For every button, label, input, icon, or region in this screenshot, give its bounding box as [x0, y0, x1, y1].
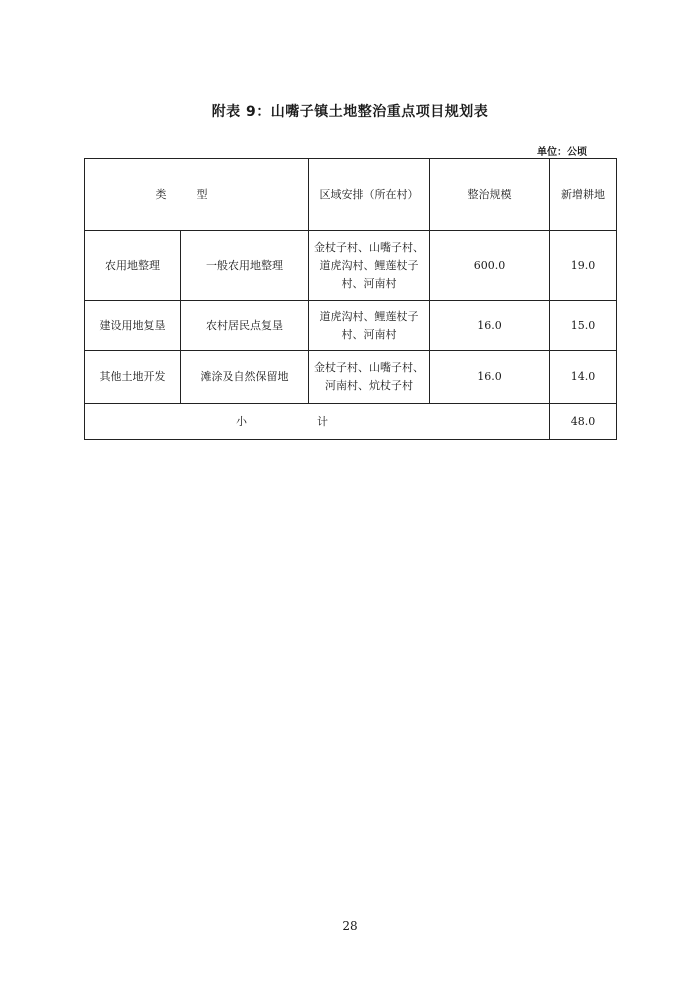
row-subtype: 农村居民点复垦 [181, 301, 309, 351]
row-scale: 16.0 [430, 301, 550, 351]
row-new-farmland: 15.0 [550, 301, 617, 351]
row-new-farmland: 19.0 [550, 231, 617, 301]
table-total-row [85, 404, 617, 440]
row-category: 其他土地开发 [85, 351, 181, 404]
page-title: 附表 9：山嘴子镇土地整治重点项目规划表 [211, 104, 489, 120]
row-scale: 16.0 [430, 351, 550, 404]
project-plan-table [84, 158, 617, 440]
row-category: 建设用地复垦 [85, 301, 181, 351]
page-number: 28 [342, 919, 358, 933]
total-label: 小计 [85, 404, 550, 440]
row-category: 农用地整理 [85, 231, 181, 301]
table-header-row [85, 159, 617, 231]
table-row [85, 231, 617, 301]
header-new-farmland: 新增耕地 [550, 159, 617, 231]
table-row [85, 351, 617, 404]
header-scale: 整治规模 [430, 159, 550, 231]
unit-label: 单位：公顷 [537, 147, 587, 158]
header-area: 区域安排（所在村） [309, 159, 430, 231]
table-row [85, 301, 617, 351]
row-scale: 600.0 [430, 231, 550, 301]
row-area: 道虎沟村、鲤莲杖子村、河南村 [309, 301, 430, 351]
row-subtype: 一般农用地整理 [181, 231, 309, 301]
row-area: 金杖子村、山嘴子村、道虎沟村、鲤莲杖子村、河南村 [309, 231, 430, 301]
row-new-farmland: 14.0 [550, 351, 617, 404]
row-area: 金杖子村、山嘴子村、河南村、炕杖子村 [309, 351, 430, 404]
header-type: 类型 [85, 159, 309, 231]
total-new-farmland: 48.0 [550, 404, 617, 440]
row-subtype: 滩涂及自然保留地 [181, 351, 309, 404]
